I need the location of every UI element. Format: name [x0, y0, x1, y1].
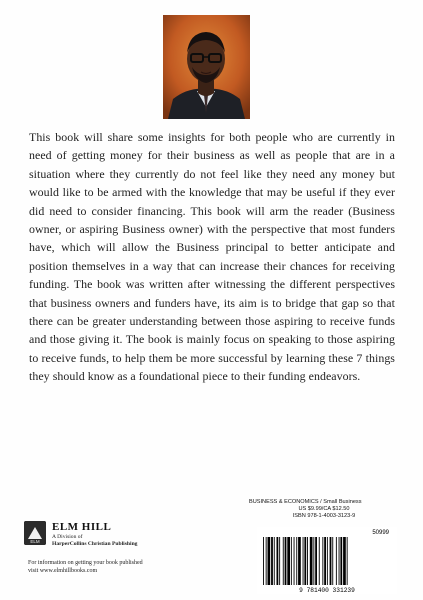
barcode-bar [294, 537, 295, 585]
barcode [257, 527, 397, 594]
barcode-bar [322, 537, 323, 585]
author-portrait-image [163, 15, 250, 119]
barcode-bar [304, 537, 306, 585]
barcode-bar [324, 537, 326, 585]
author-photo [163, 15, 250, 119]
publisher-info [28, 559, 143, 575]
barcode-bar [266, 537, 267, 585]
publisher-name: ELM HILL [52, 521, 112, 533]
barcode-bar [310, 537, 313, 585]
barcode-bar [340, 537, 342, 585]
barcode-bar [285, 537, 287, 585]
barcode-bar [296, 537, 297, 585]
barcode-bar [343, 537, 346, 585]
publisher-info-line2: visit www.elmhillbooks.com [28, 568, 98, 574]
publisher-division: A Division of [52, 534, 83, 540]
isbn-number: ISBN 978-1-4003-3123-9 [292, 513, 356, 519]
barcode-bar [298, 537, 301, 585]
barcode-bar [279, 537, 280, 585]
barcode-bar [330, 537, 332, 585]
elm-hill-logo-icon [24, 521, 46, 545]
isbn-block [249, 499, 399, 594]
barcode-bar [319, 537, 320, 585]
logo-text: ELM [30, 539, 40, 544]
barcode-digits: 9 781400 331239 [299, 587, 355, 594]
barcode-bar [336, 537, 337, 585]
category-label: BUSINESS & ECONOMICS / Small Business [249, 499, 362, 505]
barcode-bar [274, 537, 275, 585]
book-description: This book will share some insights for both people who are currently in need of getting money for their business as well as people that are in a situation where they currently do not feel like they need any money but would like to be armed with the knowledge that may be useful if they ever did need to consider financing. This book will arm the reader (Business owner, or aspiring Business owner) with the perspective that most funders have, which will allow the Business principal to better anticipate and position themselves in a way that can increase their chances for receiving funding. The book was written after witnessing the different perspectives that business owners and funders have, its aim is to bridge that gap so that there can be greater understanding between those aspiring to receive funds and those giving it. The book is mainly focus on speaking to those aspiring to receive funds, to help them be more successful by learning these 7 things they should know as a foundational piece to their funding endeavors. [29, 130, 395, 384]
publisher-info-line1: For information on getting your book published [28, 560, 143, 566]
publisher-parent: HarperCollins Christian Publishing [52, 541, 138, 547]
barcode-bar [307, 537, 308, 585]
barcode-bar [332, 537, 333, 585]
barcode-bar [263, 537, 264, 585]
barcode-bar [283, 537, 284, 585]
barcode-bar [287, 537, 290, 585]
barcode-bar [347, 537, 348, 585]
price-label: US $9.99/CA $12.50 [298, 506, 350, 512]
barcode-bar [268, 537, 271, 585]
barcode-bar [327, 537, 328, 585]
barcode-bar [271, 537, 273, 585]
publisher-imprint [24, 521, 224, 591]
barcode-bar [339, 537, 340, 585]
barcode-bar [291, 537, 292, 585]
barcode-price-code: 50999 [372, 530, 389, 536]
barcode-bar [277, 537, 279, 585]
barcode-bar [313, 537, 314, 585]
barcode-bar [315, 537, 317, 585]
barcode-bar [303, 537, 304, 585]
